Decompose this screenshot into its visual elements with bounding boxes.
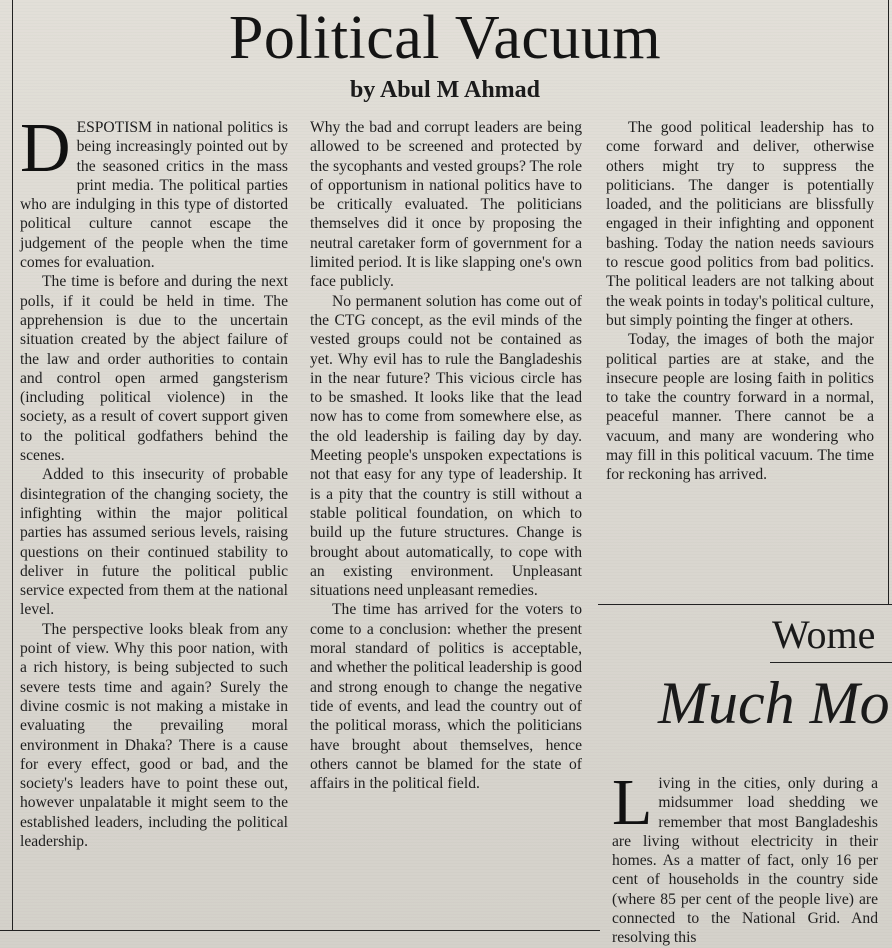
paragraph: Today, the images of both the major political parties are at stake, and the insecure people are losing faith in politics to take the country forward in a normal, peaceful manner. There cannot be a vacuum, and many are wondering who may fill in this political vacuum. The time for reckoning has arrived.: [606, 331, 874, 484]
section-divider-rule: [598, 604, 892, 605]
paragraph: The time is before and during the next polls, if it could be held in time. The apprehension is due to the uncertain situation created by the abject failure of the law and order authorities to contain and control open armed gangsterism (including political violence) in the society, as a result of covert support given to the political godfathers behind the scenes.: [20, 273, 288, 465]
second-headline-line-1: Wome: [772, 612, 876, 657]
bottom-border-rule: [0, 930, 600, 931]
right-border-rule: [888, 0, 889, 605]
paragraph: Why the bad and corrupt leaders are being allowed to be screened and protected by the sycophants and vested groups? The role of opportunism in national politics have to be critically evaluated. The politicians themselves did it once by proposing the neutral caretaker form of government for a limited period. It is like slapping one's own face publicly.: [310, 119, 582, 291]
article-byline: by Abul M Ahmad: [349, 77, 541, 103]
drop-cap: L: [612, 766, 653, 839]
paragraph: Added to this insecurity of probable disintegration of the changing society, the infighting within the major political parties has assumed serious levels, raising questions on their continued stability to deliver in future the political public service expected from them at the national level.: [20, 466, 288, 619]
drop-cap: D: [20, 110, 71, 187]
paragraph: [20, 110, 288, 272]
paragraph-text: iving in the cities, only during a midsummer load shedding we remember that most Bangladeshis are living without electricity in their homes. As a matter of fact, only 16 per cent of households in the country side (where 85 per cent of the people live) are connected to the National Grid. And resolving this: [612, 775, 878, 947]
article-column-2: [310, 118, 582, 793]
headline-underline: [770, 662, 892, 663]
left-border-rule: [12, 0, 13, 930]
second-article-column: [612, 766, 878, 948]
paragraph: The time has arrived for the voters to come to a conclusion: whether the present moral standard of politics is acceptable, and whether the political leadership is good and strong enough to change the negative tide of events, and lead the country out of the political morass, which the politicians have brought about themselves, hence others cannot be blamed for the state of affairs in the political field.: [310, 601, 582, 793]
article-headline: Political Vacuum: [228, 4, 662, 72]
article-column-1: [20, 110, 288, 851]
paragraph: The perspective looks bleak from any point of view. Why this poor nation, with a rich history, is being subjected to such severe tests time and again? Surely the divine cosmic is not making a mistake in evaluating the prevailing moral environment in Dhaka? There is a cause for every effect, good or bad, and the society's leaders have to point these out, however unpalatable it might seem to the established leaders, including the political leadership.: [20, 620, 288, 850]
paragraph: No permanent solution has come out of the CTG concept, as the evil minds of the vested groups could not be contained as yet. Why evil has to rule the Bangladeshis in the near future? This vicious circle has to be smashed. It looks like that the lead now has to come from somewhere else, as the old leadership is failing day by day. Meeting people's unspoken expectations is not that easy for any type of leadership. It is a pity that the country is still without a stable political foundation, on which to build up the future structures. Change is brought about automatically, to cope with an existing environment. Unpleasant situations need unpleasant remedies.: [310, 292, 582, 600]
paragraph: [612, 766, 878, 948]
paragraph-text: ESPOTISM in national politics is being increasingly pointed out by the seasoned critics in the mass print media. The political parties who are indulging in this type of distorted political culture cannot escape the judgement of the people when the time comes for evaluation.: [20, 119, 288, 272]
article-column-3: [606, 118, 874, 485]
second-headline-line-2: Much Mo: [658, 670, 890, 736]
paragraph: The good political leadership has to come forward and deliver, otherwise others might try to suppress the politicians. The danger is potentially loaded, and the politicians are blissfully engaged in their infighting and opponent bashing. Today the nation needs saviours to rescue good politics from bad politics. The political leaders are not talking about the weak points in today's political culture, but simply pointing the finger at others.: [606, 119, 874, 329]
